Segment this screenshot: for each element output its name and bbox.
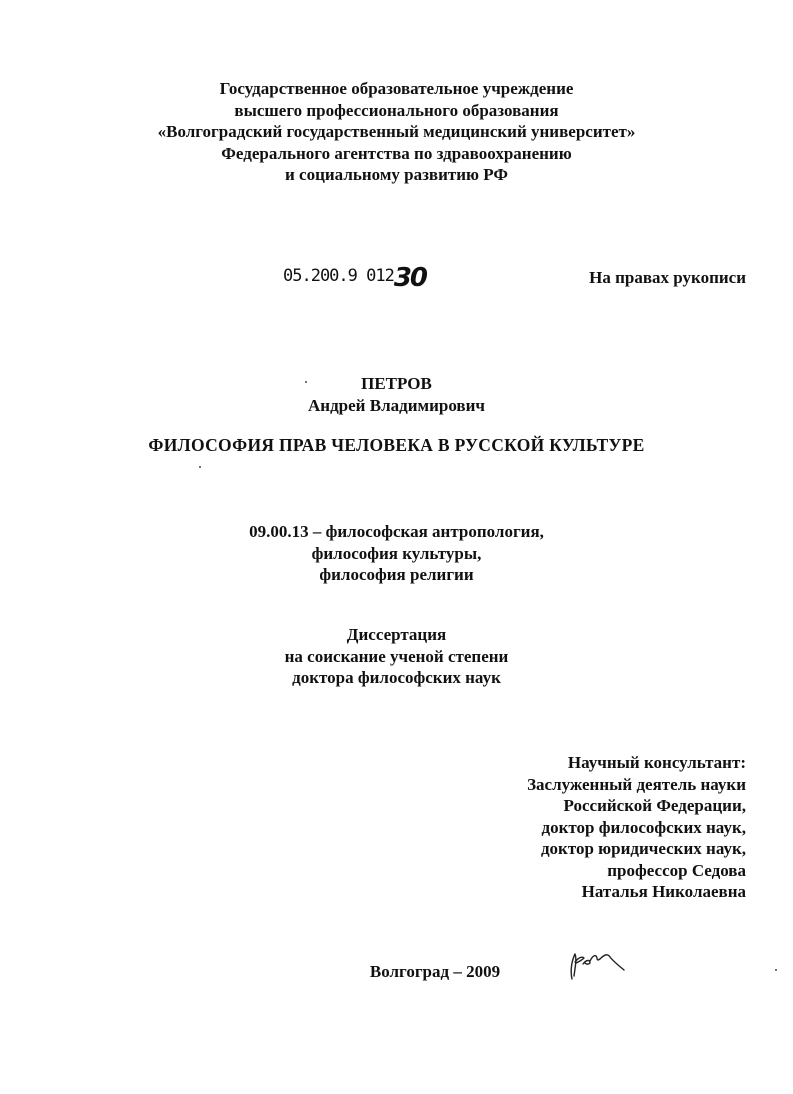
consultant-line: Наталья Николаевна (581, 882, 746, 901)
registration-code-suffix: 30 (393, 263, 427, 293)
consultant-line: доктор юридических наук, (540, 839, 746, 858)
institution-line: Государственное образовательное учреждение (219, 79, 574, 98)
scan-speck (775, 969, 777, 971)
rights-note: На правах рукописи (589, 268, 746, 287)
degree-line: на соискание ученой степени (284, 646, 509, 666)
consultant-block (527, 752, 746, 903)
consultant-line: Российской Федерации, (563, 796, 746, 815)
institution-line: и социальному развитию РФ (284, 165, 508, 184)
author-given-names: Андрей Владимирович (308, 396, 485, 415)
handwritten-signature (566, 946, 628, 982)
dissertation-title (0, 435, 793, 456)
degree-line: доктора философских наук (292, 668, 501, 687)
institution-header (0, 78, 793, 186)
author-surname: ПЕТРОВ (361, 374, 432, 393)
consultant-line: доктор философских наук, (541, 817, 746, 837)
institution-line: высшего профессионального образования (234, 100, 559, 120)
specialty-line: 09.00.13 – философская антропология, (249, 522, 544, 541)
registration-code-prefix: 05.200.9 012 (283, 266, 394, 286)
consultant-line: профессор Седова (607, 860, 746, 880)
specialty-block (0, 521, 793, 586)
scan-speck (305, 381, 307, 383)
degree-line: Диссертация (346, 625, 447, 644)
specialty-line: философия религии (319, 565, 474, 584)
author-block (0, 373, 793, 417)
place-year: Волгоград – 2009 (369, 962, 501, 981)
registration-code (283, 258, 427, 293)
institution-line: Федерального агентства по здравоохранению (221, 143, 572, 163)
institution-line: «Волгоградский государственный медицинский университет» (157, 122, 636, 141)
degree-block (0, 624, 793, 689)
specialty-line: философия культуры, (311, 543, 482, 563)
scan-speck (199, 466, 201, 468)
consultant-line: Научный консультант: (567, 753, 746, 772)
consultant-line: Заслуженный деятель науки (527, 774, 746, 794)
dissertation-title-text: ФИЛОСОФИЯ ПРАВ ЧЕЛОВЕКА В РУССКОЙ КУЛЬТУРЕ (148, 435, 645, 455)
